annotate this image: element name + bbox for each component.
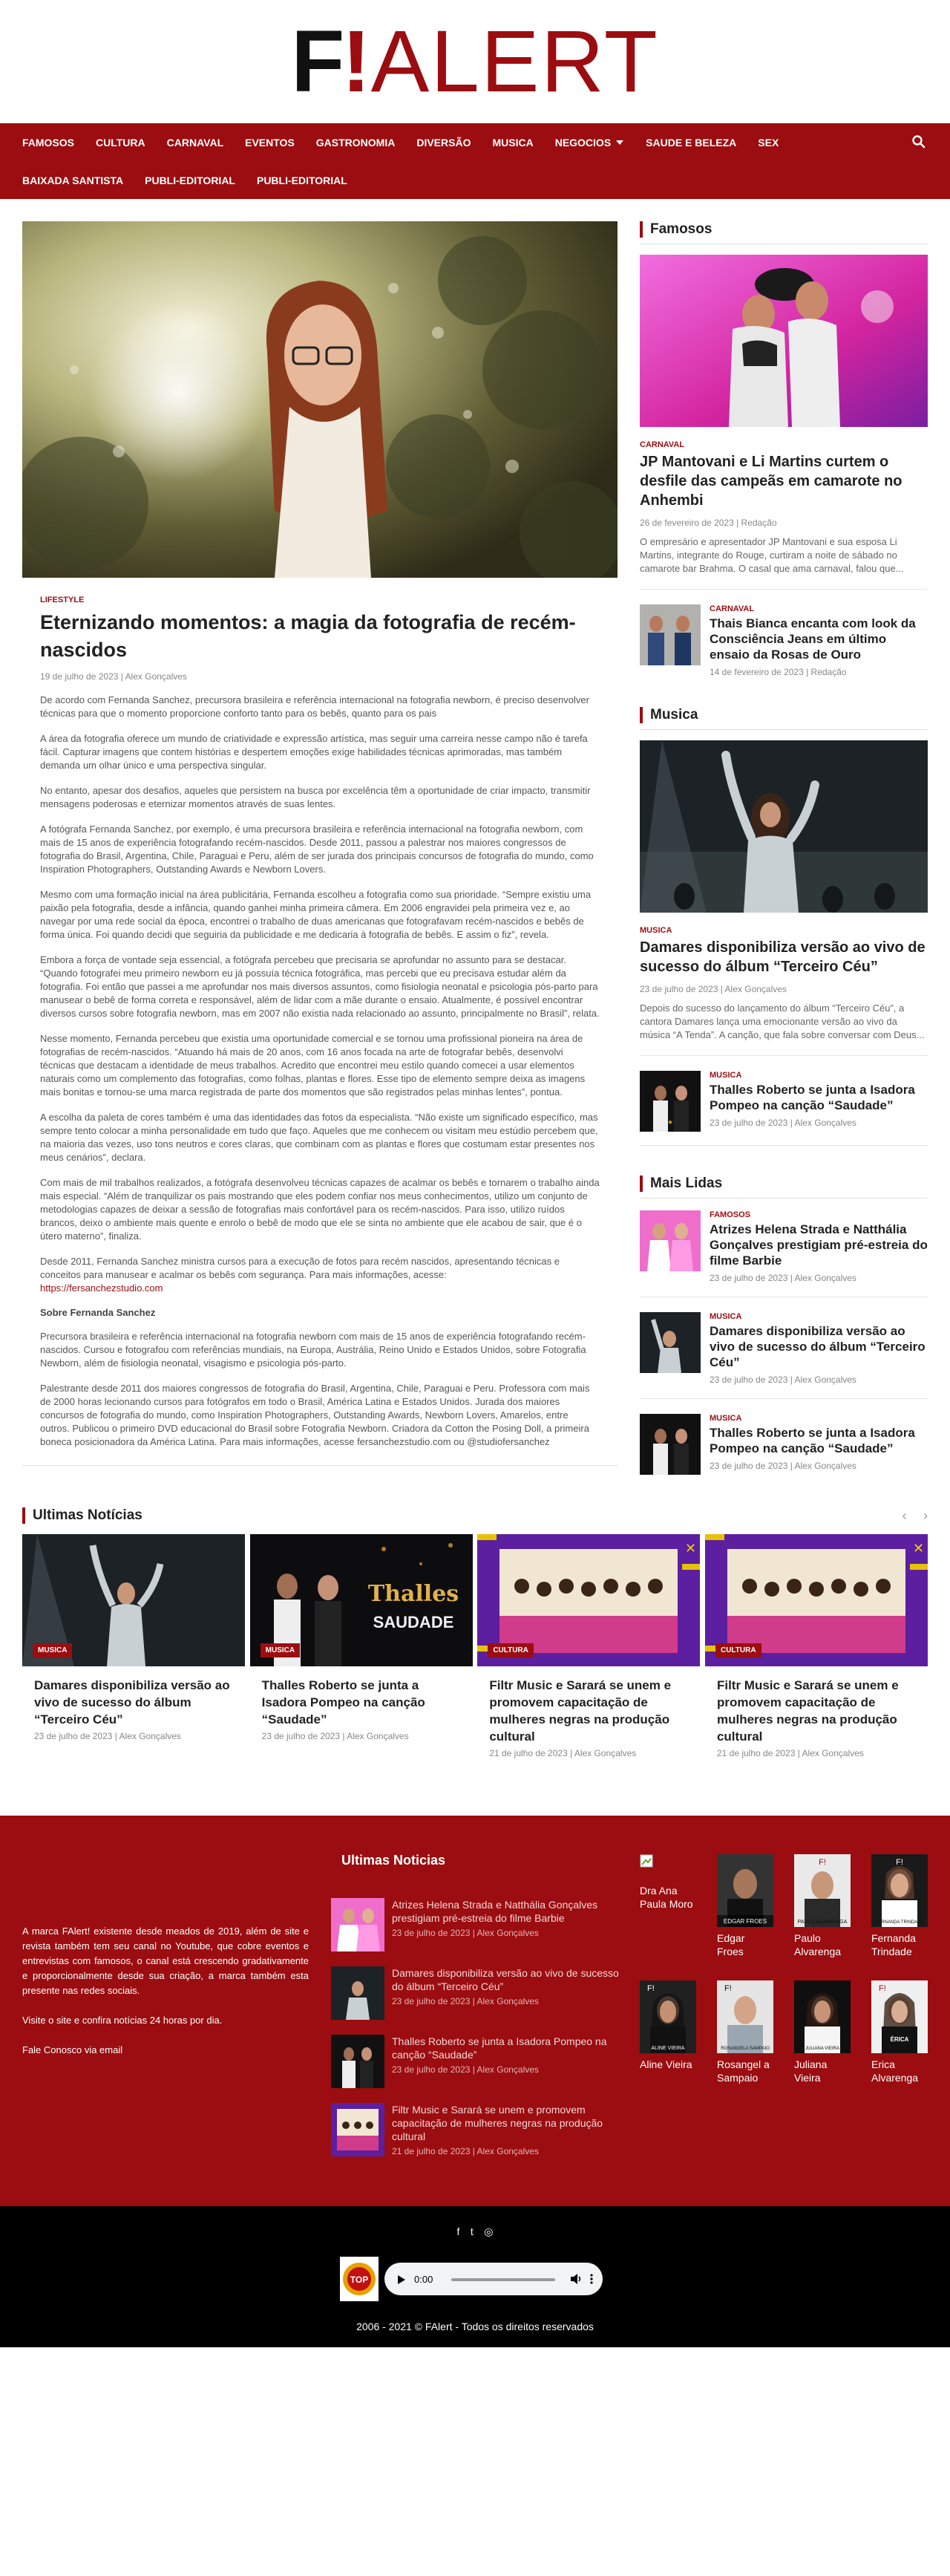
- bio-paragraph: Precursora brasileira e referência internacional na fotografia newborn com mais de 15 anos de experiência fotografando recém-nascidos. Cursou e fotografou com referências mundiais, na Europa, Austrália, Reino Unido e Estados Unidos, sobre Fotografia Newborn, além de fisiologia neonatal, visagismo e psicologia pós-parto.: [40, 1331, 586, 1369]
- footer-news-thumb[interactable]: [331, 2035, 384, 2088]
- musica-featured-image[interactable]: [640, 740, 928, 913]
- player-time: 0:00: [414, 2274, 433, 2285]
- cover-name: Fernanda Trindade: [871, 1932, 916, 1957]
- news-card[interactable]: [250, 1534, 473, 1758]
- logo-bang: !: [341, 13, 371, 111]
- carousel-prev-icon[interactable]: ‹: [902, 1507, 907, 1523]
- mais-lidas-item[interactable]: [640, 1414, 928, 1475]
- heading-underline: [640, 1198, 928, 1199]
- musica-small-meta: 23 de julho de 2023 | Alex Gonçalves: [710, 1118, 856, 1128]
- more-options-icon[interactable]: [589, 2273, 594, 2285]
- news-card-title[interactable]: Thalles Roberto se junta a Isadora Pompeo na canção “Saudade”: [261, 1678, 425, 1726]
- footer-contact-link[interactable]: Fale Conosco via email: [22, 2044, 123, 2055]
- nav-sex[interactable]: SEX: [758, 136, 779, 149]
- carousel-next-icon[interactable]: ›: [923, 1507, 928, 1523]
- mais-lidas-category[interactable]: MUSICA: [710, 1414, 742, 1423]
- mais-lidas-item[interactable]: [640, 1210, 928, 1283]
- news-card-image[interactable]: [705, 1534, 928, 1666]
- article-divider: [22, 1465, 618, 1466]
- facebook-icon[interactable]: f: [456, 2226, 460, 2237]
- cover-image[interactable]: [717, 1854, 773, 1927]
- news-card-image[interactable]: [22, 1534, 245, 1666]
- mais-lidas-title[interactable]: Thalles Roberto se junta a Isadora Pompeo na canção “Saudade”: [710, 1426, 915, 1455]
- footer-news-meta: 23 de julho de 2023 | Alex Gonçalves: [392, 1928, 539, 1938]
- magazine-cover[interactable]: [794, 1980, 851, 2084]
- famosos-featured[interactable]: [640, 255, 928, 575]
- mais-lidas-category[interactable]: MUSICA: [710, 1312, 742, 1321]
- cover-name: Paulo Alvarenga: [794, 1932, 842, 1957]
- news-card-image[interactable]: [250, 1534, 473, 1666]
- radio-player: [340, 2257, 604, 2301]
- musica-featured-meta: 23 de julho de 2023 | Alex Gonçalves: [640, 984, 787, 994]
- cover-image[interactable]: [871, 1980, 928, 2053]
- heading-underline: [640, 729, 928, 730]
- svg-text:F!: F!: [819, 1858, 826, 1867]
- site-logo[interactable]: [291, 13, 659, 111]
- famosos-featured-meta: 26 de fevereiro de 2023 | Redação: [640, 518, 777, 528]
- footer-news-thumb[interactable]: [331, 2103, 384, 2156]
- article: [22, 221, 618, 1475]
- footer: [0, 1816, 950, 2206]
- item-divider: [640, 1398, 928, 1399]
- footer-about-visit: Visite o site e confira notícias 24 horas por dia.: [22, 2015, 223, 2026]
- sidebar: [640, 221, 928, 1475]
- footer-news-item[interactable]: [331, 2103, 625, 2156]
- footer-news-meta: 23 de julho de 2023 | Alex Gonçalves: [392, 1996, 539, 2006]
- news-card-title[interactable]: Filtr Music e Sarará se unem e promovem capacitação de mulheres negras na produção cultural: [489, 1678, 672, 1744]
- footer-news-title[interactable]: Atrizes Helena Strada e Natthália Gonçalves prestigiam pré-estreia do filme Barbie: [392, 1899, 598, 1924]
- article-paragraph: Mesmo com uma formação inicial na área publicitária, Fernanda escolheu a fotografia como sua prioridade. “Sempre existiu uma paixão pela fotografia, desde a infância, quando ganhei minha primeira câmera. Em 2006 engravidei pela primeira vez e, ao navegar por uma rede social da época, encontrei o trabalho de duas americanas que fotografavam recém-nascidos e bebês de forma única. Foi quando decidi que seguiria da publicidade e me dedicaria à fotografia de bebês. E assim o fiz”, revela.: [40, 889, 592, 940]
- magazine-cover[interactable]: [717, 1980, 773, 2084]
- twitter-icon[interactable]: t: [470, 2226, 474, 2237]
- news-card-badge[interactable]: MUSICA: [33, 1643, 72, 1657]
- footer-news-title[interactable]: Damares disponibiliza versão ao vivo de sucesso do álbum “Terceiro Céu”: [392, 1967, 619, 1992]
- article-paragraph: A fotógrafa Fernanda Sanchez, por exemplo, é uma precursora brasileira e referência internacional na fotografia newborn, com mais de 15 anos de experiência fotografando recém-nascidos. Desde 2011, passou a palestrar nos maiores congressos de fotografia do Brasil, Argentina, Chile, Paraguai e Peru, além de ser jurada dos principais concursos de fotografia do mundo, como Inspiration Photographers, Outstanding Awards e Newborn Lovers.: [40, 824, 594, 875]
- cover-caption: JULIANA VIEIRA: [805, 2047, 839, 2051]
- musica-small-thumb[interactable]: [640, 1071, 701, 1132]
- footer-news-meta: 21 de julho de 2023 | Alex Gonçalves: [392, 2146, 539, 2156]
- famosos-featured-title[interactable]: JP Mantovani e Li Martins curtem o desfile das campeãs em camarote no Anhembi: [640, 454, 902, 509]
- cover-name: Aline Vieira: [640, 2058, 692, 2070]
- famosos-small-category[interactable]: CARNAVAL: [710, 604, 755, 613]
- player-progress[interactable]: [451, 2278, 555, 2281]
- news-card-badge[interactable]: CULTURA: [488, 1643, 534, 1657]
- musica-featured[interactable]: [640, 740, 928, 1042]
- footer-about: [22, 1924, 309, 2073]
- bottom-bar: [0, 2206, 950, 2347]
- musica-small-item[interactable]: [640, 1071, 928, 1132]
- search-icon[interactable]: [911, 134, 926, 149]
- mais-lidas-thumb[interactable]: [640, 1414, 701, 1475]
- article-paragraph-final: [40, 1255, 600, 1295]
- section-heading-musica: Musica: [640, 707, 928, 723]
- article-paragraph: Com mais de mil trabalhos realizados, a fotógrafa desenvolveu técnicas capazes de acalmar os bebês e tornarem o trabalho ainda mais especial. “Além de tranquilizar os pais mostrando que eles podem confiar nos meus conhecimentos, utilizo um conjunto de metodologias capazes de deixar a sessão de fotografias mais confortável para os recém-nascidos. Para isso, utilizo ruídos brancos, deixo o ambiente mais quente e enrolo o bebê de modo que ele se sinta no ambiente que ele acabou de sair, que é o útero materno”, finaliza.: [40, 1177, 600, 1242]
- news-card[interactable]: [705, 1534, 928, 1758]
- article-paragraph: A escolha da paleta de cores também é uma das identidades das fotos da especialista. “Não existe um significado específico, mas sempre tento colocar a minha personalidade em tudo que faço. Aqueles que me conhecem ou visitam meu estúdio percebem que, na maioria das vezes, uso tons neutros e cores claras, que combinam com as plantas e flores que costumam estar presentes nos meus cenários”, declara.: [40, 1112, 598, 1163]
- nav-negocios-label: NEGOCIOS: [554, 136, 612, 149]
- news-card-meta: 23 de julho de 2023 | Alex Gonçalves: [261, 1731, 409, 1741]
- footer-news-title[interactable]: Thalles Roberto se junta a Isadora Pompeo na canção “Saudade”: [392, 2035, 607, 2061]
- footer-latest: [331, 1816, 625, 2156]
- nav-cultura[interactable]: CULTURA: [96, 136, 145, 149]
- footer-latest-heading: Ultimas Noticias: [341, 1853, 446, 1868]
- card-image-title: Thalles: [367, 1581, 459, 1607]
- nav-carnaval[interactable]: CARNAVAL: [166, 136, 224, 149]
- svg-text:F!: F!: [896, 1858, 903, 1867]
- news-card-badge[interactable]: CULTURA: [715, 1643, 761, 1657]
- famosos-small-item[interactable]: [640, 604, 928, 677]
- cover-name: Juliana Vieira: [794, 2058, 828, 2084]
- famosos-featured-category[interactable]: CARNAVAL: [640, 440, 685, 449]
- svg-text:TOP: TOP: [350, 2275, 369, 2285]
- nav-baixada-santista[interactable]: BAIXADA SANTISTA: [22, 174, 124, 186]
- svg-text:F!: F!: [724, 1984, 732, 1993]
- famosos-small-title[interactable]: Thais Bianca encanta com look da Consciência Jeans em último ensaio da Rosas de Ouro: [710, 616, 916, 662]
- footer-news-item[interactable]: [331, 1966, 625, 2020]
- cover-name: Dra Ana Paula Moro: [640, 1885, 693, 1910]
- magazine-cover[interactable]: [717, 1854, 773, 1958]
- volume-icon[interactable]: [570, 2273, 583, 2285]
- magazine-cover[interactable]: [794, 1854, 851, 1958]
- cover-caption: ROSANGELA SAMPAIO: [721, 2047, 770, 2051]
- cover-name: Erica Alvarenga: [871, 2058, 919, 2084]
- section-heading-mais-lidas: Mais Lidas: [640, 1175, 928, 1192]
- news-card-title[interactable]: Filtr Music e Sarará se unem e promovem capacitação de mulheres negras na produção cultural: [716, 1678, 899, 1744]
- card-image-subtitle: SAUDADE: [373, 1613, 454, 1631]
- magazine-cover[interactable]: [640, 1980, 696, 2071]
- latest-news: [0, 1507, 950, 1758]
- footer-news-thumb[interactable]: [331, 1898, 384, 1951]
- mais-lidas-title[interactable]: Atrizes Helena Strada e Natthália Gonçalves prestigiam pré-estreia do filme Barbie: [710, 1222, 928, 1268]
- article-meta: 19 de julho de 2023 | Alex Gonçalves: [40, 671, 187, 682]
- famosos-featured-image[interactable]: [640, 255, 928, 427]
- final-text: Desde 2011, Fernanda Sanchez ministra cursos para a execução de fotos para recém nascidos, apresentando técnicas e conceitos para manusear e acalmar os bebês com segurança. Para mais informações, acesse:: [40, 1256, 560, 1280]
- article-paragraph: No entanto, apesar dos desafios, aqueles que persistem na busca por excelência têm a oportunidade de criar impacto, transmitir mensagens poderosas e eternizar momentos através de suas lentes.: [40, 785, 591, 809]
- nav-gastronomia[interactable]: GASTRONOMIA: [315, 136, 396, 149]
- logo-f: F: [291, 13, 342, 111]
- article-paragraph: A área da fotografia oferece um mundo de criatividade e expressão artística, mas seguir uma carreira nesse campo não é tarefa fácil. Capturar imagens que contem histórias e despertem emoções exige habilidades técnicas aprimoradas, mas também demanda um olhar único e uma perspectiva singular.: [40, 733, 588, 771]
- mais-lidas-thumb[interactable]: [640, 1210, 701, 1271]
- footer-news-item[interactable]: [331, 1898, 625, 1951]
- magazine-cover[interactable]: [640, 1854, 696, 1911]
- mais-lidas-meta: 23 de julho de 2023 | Alex Gonçalves: [710, 1375, 856, 1385]
- nav-row-2: [22, 161, 928, 199]
- cover-caption: EDGAR FROES: [723, 1918, 767, 1925]
- news-card-badge[interactable]: MUSICA: [261, 1643, 300, 1657]
- nav-row-1: [22, 123, 928, 161]
- nav-publi-editorial-1[interactable]: PUBLI-EDITORIAL: [145, 174, 235, 186]
- famosos-featured-excerpt: O empresário e apresentador JP Mantovani e sua esposa Li Martins, integrante do Rouge, curtiram a noite de sábado no camarote bar Brahma. O casal que ama carnaval, falou que...: [640, 536, 904, 574]
- bio-paragraph: Palestrante desde 2011 dos maiores congressos de fotografia do Brasil, Argentina, Chile, Paraguai e Peru. Professora com mais de 2000 horas lecionando cursos para fotógrafos em todo o Brasil, América Latina e Estados Unidos. Jurada dos maiores concursos de fotografia do mundo, como Inspiration Photographers, Outstanding Awards, Newborn Lovers, Amarelos, entre outros. Publicou o primeiro DVD educacional do Brasil sobre Fotografia Newborn. Criadora da Cotton the Posing Doll, a primeira boneca posicionadora da América Latina. Para mais informações, acesse fersanchezstudio.com ou @studiofersanchez: [40, 1383, 590, 1447]
- section-heading-famosos: Famosos: [640, 221, 928, 238]
- footer-about-text: A marca FAlert! existente desde meados de 2019, além de site e revista também tem seu canal no Youtube, que cobre eventos e entrevistas com famosos, o canal está crescendo gradativamente e proporcionalmente desde sua criação, a marca também esta presente nas redes sociais.: [22, 1926, 309, 1996]
- instagram-icon[interactable]: ◎: [484, 2226, 494, 2237]
- news-card[interactable]: [22, 1534, 245, 1758]
- mais-lidas-thumb[interactable]: [640, 1312, 701, 1373]
- cover-image[interactable]: [794, 1854, 851, 1927]
- nav-famosos[interactable]: FAMOSOS: [22, 136, 75, 149]
- svg-text:★: ★: [666, 1118, 674, 1126]
- news-card-meta: 23 de julho de 2023 | Alex Gonçalves: [34, 1731, 181, 1741]
- svg-text:F!: F!: [647, 1984, 655, 1993]
- svg-text:✕: ✕: [685, 1541, 697, 1556]
- item-divider: [640, 589, 928, 590]
- copyright: 2006 - 2021 © FAlert - Todos os direitos reservados: [356, 2321, 594, 2332]
- svg-text:✕: ✕: [912, 1541, 925, 1556]
- nav-saude-beleza[interactable]: SAUDE E BELEZA: [646, 136, 737, 149]
- broken-image-icon: [640, 1854, 696, 1884]
- magazine-cover[interactable]: [871, 1980, 928, 2084]
- cover-name: Edgar Froes: [717, 1932, 745, 1957]
- article-paragraph: Nesse momento, Fernanda percebeu que existia uma oportunidade comercial e se tornou uma profissional pioneira na área de fotografias de recém-nascidos. “Atuando há mais de 20 anos, com 16 anos focada na arte de fotografar bebês, desenvolvi técnicas que destacam a identidade de meus trabalhos. Acredito que encontrei meu estilo quando comecei a usar elementos naturais como um complemento das fotografias, como folhas, plantas e flores. Esse tipo de elemento sempre deixa as imagens mais bonitas e tornou-se uma marca registrada de parte dos momentos que são registrados pelas minhas lentes”, pontua.: [40, 1033, 586, 1098]
- news-card-meta: 21 de julho de 2023 | Alex Gonçalves: [489, 1748, 637, 1758]
- logo-alert: ALERT: [370, 13, 659, 111]
- article-hero-image: [22, 221, 618, 578]
- nav-eventos[interactable]: EVENTOS: [245, 136, 295, 149]
- musica-small-title[interactable]: Thalles Roberto se junta a Isadora Pompeo na canção “Saudade”: [710, 1083, 915, 1112]
- musica-featured-category[interactable]: MUSICA: [640, 926, 672, 935]
- chevron-down-icon: [615, 139, 624, 146]
- social-links: [0, 2226, 950, 2239]
- main-content: [0, 221, 950, 1475]
- cover-caption: PAULO ALVARENGA: [797, 1920, 848, 1925]
- cover-name: Rosangel a Sampaio: [717, 2058, 770, 2084]
- nav-negocios[interactable]: [555, 137, 624, 149]
- news-card[interactable]: [477, 1534, 700, 1758]
- article-category[interactable]: LIFESTYLE: [40, 596, 85, 604]
- play-icon[interactable]: [396, 2275, 407, 2285]
- mais-lidas-meta: 23 de julho de 2023 | Alex Gonçalves: [710, 1273, 856, 1283]
- item-divider: [640, 1055, 928, 1056]
- cover-image[interactable]: [871, 1854, 928, 1927]
- nav-publi-editorial-2[interactable]: PUBLI-EDITORIAL: [256, 174, 347, 186]
- mais-lidas-title[interactable]: Damares disponibiliza versão ao vivo de sucesso do álbum “Terceiro Céu”: [710, 1324, 926, 1369]
- site-header: [0, 0, 950, 123]
- news-card-image[interactable]: [477, 1534, 700, 1666]
- footer-news-item[interactable]: [331, 2035, 625, 2088]
- article-paragraph: De acordo com Fernanda Sanchez, precursora brasileira e referência internacional na fotografia newborn, é preciso desenvolver técnicas para que o momento proporcione conforto tanto para os bebês, quanto para os pais: [40, 694, 589, 719]
- musica-small-category[interactable]: MUSICA: [710, 1071, 742, 1080]
- famosos-small-thumb[interactable]: [640, 604, 701, 665]
- nav-musica[interactable]: MUSICA: [492, 136, 534, 149]
- cover-image[interactable]: [640, 1980, 696, 2053]
- main-nav: [0, 123, 950, 199]
- article-body: [22, 596, 618, 1449]
- article-paragraph: Embora a força de vontade seja essencial, a fotógrafa percebeu que precisaria se aprofundar no assunto para se destacar. “Quando fotografei meu primeiro newborn eu já possuía técnica fotográfica, mas percebi que eu precisava estudar além da fotografia. Foi então que passei a me aprofundar nos mais diversos assuntos, como fisiologia neonatal e psicologia pós-parto para manusear o bebê de forma correta e responsável, além de lidar com a mãe durante o ensaio. Atualmente, é possível encontrar diversos cursos sobre fotografia newborn, mas em 2007 não existia nada relacionado ao assunto, principalmente no Brasil”, relata.: [40, 954, 600, 1019]
- footer-news-title[interactable]: Filtr Music e Sarará se unem e promovem capacitação de mulheres negras na produção cultural: [392, 2104, 603, 2142]
- mais-lidas-category[interactable]: FAMOSOS: [710, 1210, 751, 1219]
- cover-caption: FERNANDA TRINDADE: [875, 1920, 924, 1925]
- news-card-title[interactable]: Damares disponibiliza versão ao vivo de sucesso do álbum “Terceiro Céu”: [34, 1678, 230, 1726]
- mais-lidas-item[interactable]: [640, 1312, 928, 1385]
- cover-image[interactable]: [717, 1980, 773, 2053]
- section-heading-ultimas: Ultimas Notícias: [22, 1507, 142, 1524]
- footer-news-meta: 23 de julho de 2023 | Alex Gonçalves: [392, 2064, 539, 2075]
- magazine-cover[interactable]: [871, 1854, 928, 1958]
- musica-featured-title[interactable]: Damares disponibiliza versão ao vivo de sucesso do álbum “Terceiro Céu”: [640, 939, 926, 975]
- studio-link[interactable]: https://fersanchezstudio.com: [40, 1282, 163, 1294]
- item-divider: [640, 1145, 928, 1146]
- nav-diversao[interactable]: DIVERSÃO: [416, 136, 471, 149]
- cover-caption: ALINE VIEIRA: [651, 2046, 685, 2051]
- news-card-meta: 21 de julho de 2023 | Alex Gonçalves: [716, 1748, 864, 1758]
- footer-news-thumb[interactable]: [331, 1966, 384, 2020]
- svg-text:F!: F!: [879, 1984, 886, 1993]
- article-title: Eternizando momentos: a magia da fotografia de recém-nascidos: [40, 611, 576, 661]
- cover-image[interactable]: [794, 1980, 851, 2053]
- famosos-small-meta: 14 de fevereiro de 2023 | Redação: [710, 667, 847, 677]
- mais-lidas-meta: 23 de julho de 2023 | Alex Gonçalves: [710, 1461, 856, 1471]
- musica-featured-excerpt: Depois do sucesso do lançamento do álbum “Terceiro Céu”, a cantora Damares lança uma emocionante versão ao vivo da música “A Tenda”. A canção, que fala sobre conversar com Deus...: [640, 1002, 925, 1040]
- bio-heading: Sobre Fernanda Sanchez: [40, 1307, 156, 1318]
- cover-caption: ÉRICA: [890, 2036, 909, 2043]
